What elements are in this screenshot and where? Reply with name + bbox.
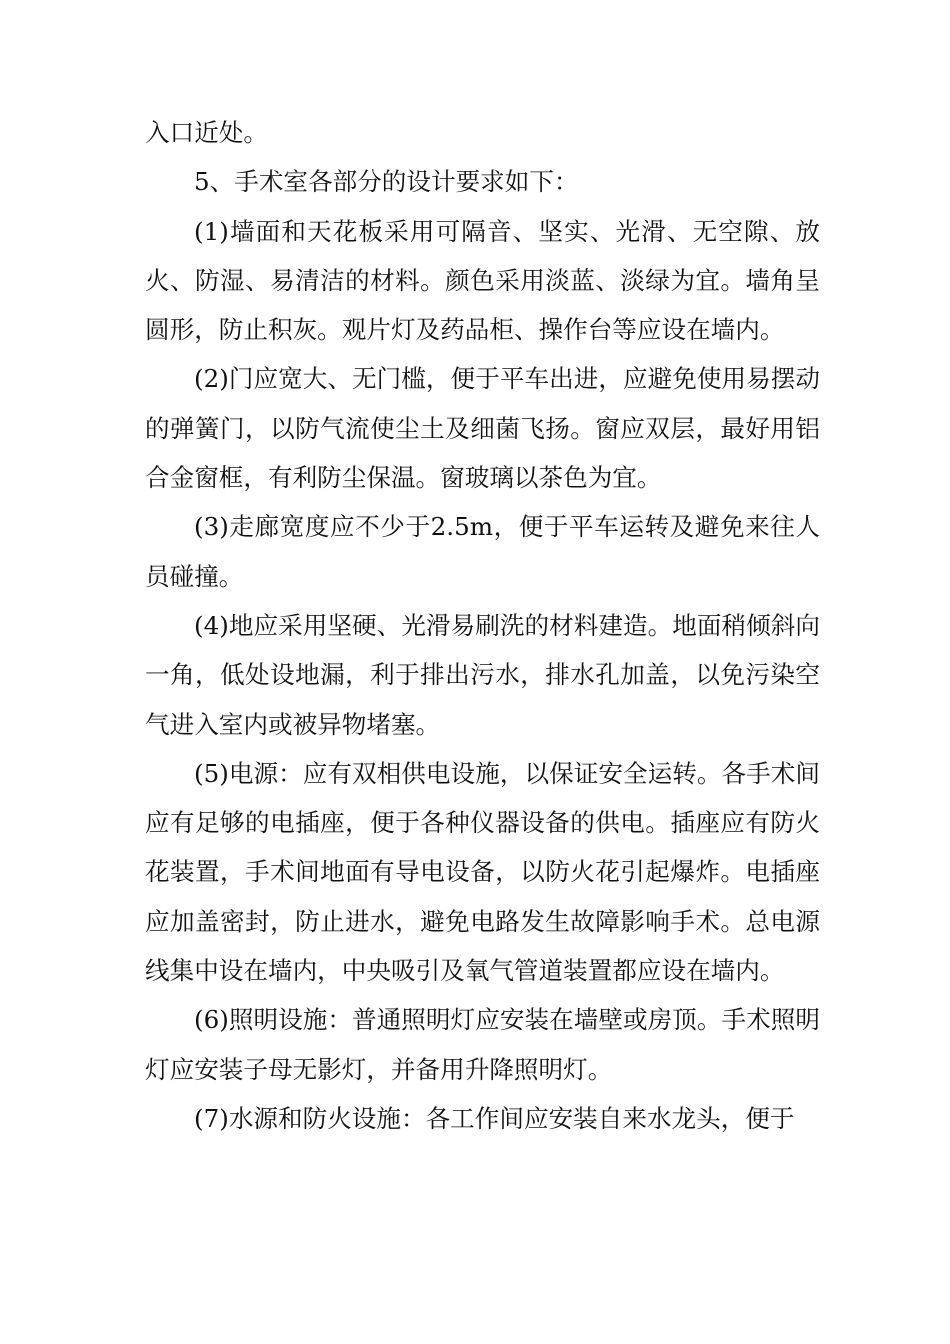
paragraph-floor: (4)地应采用坚硬、光滑易刷洗的材料建造。地面稍倾斜向一角，低处设地漏，利于排出污水，排水孔加盖，以免污染空气进入室内或被异物堵塞。 (145, 610, 820, 739)
paragraph-corridor: (3)走廊宽度应不少于2.5m，便于平车运转及避免来往人员碰撞。 (145, 512, 820, 591)
document-body (145, 108, 820, 1143)
paragraph-power: (5)电源：应有双相供电设施，以保证安全运转。各手术间应有足够的电插座，便于各种仪器设备的供电。插座应有防火花装置，手术间地面有导电设备，以防火花引起爆炸。电插座应加盖密封，防止进水，避免电路发生故障影响手术。总电源线集中设在墙内，中央吸引及氧气管道装置都应设在墙内。 (145, 758, 820, 986)
paragraph-section-heading: 5、手术室各部分的设计要求如下： (194, 167, 579, 197)
paragraph-doors-windows: (2)门应宽大、无门槛，便于平车出进，应避免使用易摆动的弹簧门，以防气流使尘土及细菌飞扬。窗应双层，最好用铝合金窗框，有利防尘保温。窗玻璃以茶色为宜。 (145, 364, 820, 493)
paragraph-continuation: 入口近处。 (145, 118, 268, 147)
paragraph-walls-ceiling: (1)墙面和天花板采用可隔音、坚实、光滑、无空隙、放火、防湿、易清洁的材料。颜色采用淡蓝、淡绿为宜。墙角呈圆形，防止积灰。观片灯及药品柜、操作台等应设在墙内。 (145, 216, 820, 345)
paragraph-water-fire: (7)水源和防火设施：各工作间应安装自来水龙头，便于 (194, 1103, 795, 1133)
paragraph-lighting: (6)照明设施：普通照明灯应安装在墙壁或房顶。手术照明灯应安装子母无影灯，并备用升降照明灯。 (145, 1005, 820, 1084)
